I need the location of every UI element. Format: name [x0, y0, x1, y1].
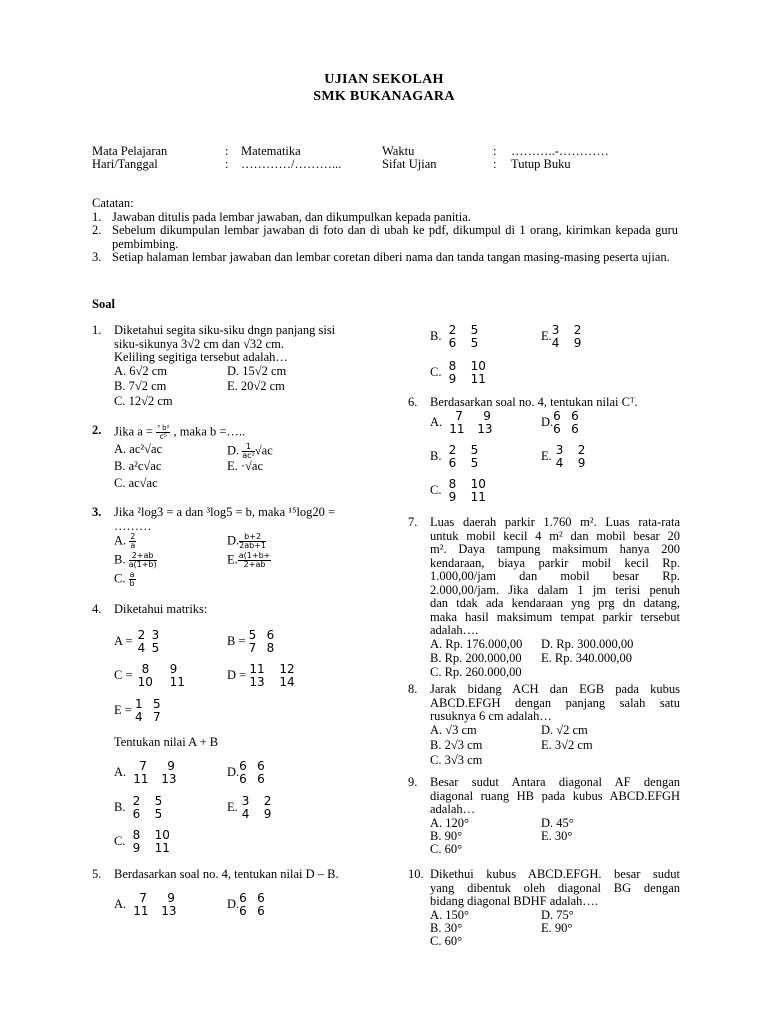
option-b[interactable]: B. 2 5 6 5 — [430, 323, 479, 350]
question-number: 6. — [408, 395, 418, 409]
notes-section — [92, 197, 678, 265]
option-c[interactable]: C. 3√3 cm — [430, 752, 483, 767]
option-d[interactable] — [227, 533, 266, 550]
note-number: 2. — [92, 223, 102, 237]
fraction: $\frac{a(1+b+}{2+ab}$ — [238, 551, 271, 569]
note-text: Setiap halaman lembar jawaban dan lembar coretan diberi nama dan tanda tangan masing-masing peserta ujian. — [112, 250, 670, 264]
question-text-dots: ……… — [114, 518, 152, 533]
option-c[interactable]: C. 8 10 9 11 — [430, 359, 486, 386]
question-text-line: Besar sudut Antara diagonal AF dengan — [430, 775, 680, 789]
option-a[interactable]: A. 150° — [430, 907, 470, 922]
option-d[interactable]: D. 45° — [541, 815, 574, 830]
matrix-c: C = 8 9 10 11 — [114, 662, 185, 689]
option-d[interactable]: D. 15√2 cm — [227, 363, 287, 378]
option-label: D. — [227, 443, 240, 458]
fraction: $\frac{2+ab}{a(1+b)}$ — [128, 551, 157, 569]
question-number: 8. — [408, 682, 418, 696]
option-d[interactable]: D. Rp. 300.000,00 — [541, 636, 634, 651]
question-number: 10. — [408, 867, 424, 881]
option-c[interactable]: C. 60° — [430, 933, 463, 948]
question-number: 2. — [92, 423, 102, 437]
option-e[interactable]: E. 30° — [541, 828, 573, 843]
option-d[interactable]: D. 6 6 6 6 — [227, 891, 265, 918]
option-label: B. — [114, 552, 126, 567]
question-4 — [92, 603, 367, 863]
question-text-line: Jarak bidang ACH dan EGB pada kubus — [430, 682, 680, 696]
option-b[interactable]: B. 7√2 cm — [114, 378, 167, 393]
colon: : — [493, 144, 497, 158]
question-text-line: Keliling segitiga tersebut adalah… — [114, 350, 288, 364]
fraction: $\frac{1}{\text{ac²}}$ — [242, 442, 255, 460]
fraction: $\frac{b+2}{2ab+1}$ — [239, 532, 267, 550]
question-text-line: adalah…. — [430, 623, 479, 637]
question-number: 3. — [92, 505, 102, 519]
option-c[interactable] — [114, 571, 136, 588]
option-b[interactable]: B. 2 5 6 5 — [430, 443, 479, 470]
matrix-d: D = 11 12 13 14 — [227, 662, 295, 689]
question-text-line: dan tdak ada kendaraan yng prg dn datang, — [430, 596, 680, 610]
option-a[interactable]: A. ac²√ac — [114, 442, 163, 456]
mapel-label: Mata Pelajaran — [92, 144, 168, 158]
option-d[interactable] — [227, 443, 273, 460]
question-number: 9. — [408, 775, 418, 789]
option-e[interactable]: E. ·√ac — [227, 459, 264, 473]
section-heading-soal: Soal — [92, 297, 115, 311]
option-d[interactable]: D. 6 6 6 6 — [227, 759, 265, 786]
question-text-line: yang dibentuk oleh diagonal BG dengan — [430, 880, 680, 895]
question-text-line: bidang diagonal BDHF adalah…. — [430, 894, 599, 908]
question-ask: Tentukan nilai A + B — [114, 735, 219, 749]
note-text: Sebelum dikumpulan lembar jawaban di foto dan di ubah ke pdf, dikumpul di 1 orang, kirimkan kepada guru pembimbing. — [112, 223, 678, 251]
option-d[interactable]: D. 6 6 6 6 — [541, 409, 579, 436]
option-label: E. — [227, 552, 238, 567]
matrix-e: E = 1 5 4 7 — [114, 697, 161, 724]
option-text: √ac — [254, 443, 273, 458]
option-c[interactable]: C. 8 10 9 11 — [114, 828, 170, 855]
question-text-line: 1.000,00/jam dan mobil besar Rp. — [430, 569, 680, 583]
option-a[interactable]: A. 6√2 cm — [114, 363, 168, 378]
question-6 — [408, 396, 680, 506]
option-b[interactable]: B. 90° — [430, 828, 463, 843]
option-d[interactable]: D. √2 cm — [541, 722, 588, 737]
school-name: SMK BUKANAGARA — [313, 89, 455, 104]
exam-title: UJIAN SEKOLAH — [324, 72, 444, 87]
option-c[interactable]: C. 8 10 9 11 — [430, 477, 486, 504]
matrix-a: A = 2 3 4 5 — [114, 628, 160, 655]
question-text-line: siku-sikunya 3√2 cm dan √32 cm. — [114, 336, 284, 351]
question-number: 7. — [408, 515, 418, 529]
colon: : — [225, 144, 229, 158]
option-e[interactable]: E. 3 2 4 9 — [541, 323, 582, 350]
question-text: Diketahui matriks: — [114, 602, 208, 616]
question-text-line: Diketahui segita siku-siku dngn panjang sisi — [114, 323, 336, 337]
option-b[interactable]: B. 30° — [430, 920, 463, 935]
option-b[interactable]: B. 2√3 cm — [430, 737, 483, 752]
waktu-label: Waktu — [382, 144, 415, 158]
sifat-label: Sifat Ujian — [382, 157, 437, 171]
question-text-line: Luas daerah parkir 1.760 m². Luas rata-rata — [430, 515, 680, 529]
option-e[interactable]: E. 3√2 cm — [541, 737, 593, 752]
option-c[interactable]: C. ac√ac — [114, 476, 158, 490]
option-b[interactable]: B. a²c√ac — [114, 459, 162, 473]
option-e[interactable] — [227, 552, 271, 569]
question-text: Berdasarkan soal no. 4, tentukan nilai Cᵀ. — [430, 395, 638, 409]
question-text-line: rusuknya 6 cm adalah… — [430, 709, 552, 723]
note-item — [92, 251, 678, 265]
mapel-value: Matematika — [241, 144, 301, 158]
option-a[interactable] — [114, 533, 136, 550]
option-a[interactable]: A. 120° — [430, 815, 470, 830]
question-text-line: Dikethui kubus ABCD.EFGH. besar sudut — [430, 867, 680, 881]
question-number: 4. — [92, 602, 102, 616]
question-text-line: ABCD.EFGH dengan panjang salah satu — [430, 695, 680, 710]
option-c[interactable]: C. 12√2 cm — [114, 393, 173, 408]
option-a[interactable]: A. 7 9 11 13 — [114, 891, 177, 918]
note-item — [92, 224, 678, 251]
question-text: Jika a = — [114, 424, 157, 439]
question-text-line: m². Daya tampung maksimum hanya 200 — [430, 542, 680, 556]
option-c[interactable]: C. 60° — [430, 841, 463, 856]
question-number: 1. — [92, 323, 102, 337]
fraction: $\frac{\text{³ b²}}{\text{c⁵}}$ — [157, 424, 170, 441]
colon: : — [493, 157, 497, 171]
hari-label: Hari/Tanggal — [92, 157, 158, 171]
question-text-line: maka hasil maksimum tempat parkir tersebut — [430, 609, 680, 624]
fraction: $\frac{2}{a}$ — [130, 532, 136, 550]
hari-value: …………/………... — [241, 157, 342, 171]
question-text-line: untuk mobil kecil 4 m² dan mobil besar 20 — [430, 528, 680, 543]
option-label: C. — [114, 571, 126, 586]
option-label: D. — [227, 533, 240, 548]
question-text-line: diagonal ruang HB pada kubus ABCD.EFGH — [430, 788, 680, 803]
option-e[interactable]: E. 3 2 4 9 — [227, 794, 272, 821]
option-label: A. — [114, 533, 127, 548]
option-b[interactable] — [114, 552, 157, 569]
question-text: Berdasarkan soal no. 4, tentukan nilai D – B. — [114, 867, 339, 881]
option-b[interactable]: B. 2 5 6 5 — [114, 794, 163, 821]
option-e[interactable]: E. 90° — [541, 920, 573, 935]
question-number: 5. — [92, 867, 102, 881]
question-text: , maka b =….. — [173, 424, 246, 439]
option-e[interactable]: E. 3 2 4 9 — [541, 443, 586, 470]
option-a[interactable]: A. √3 cm — [430, 722, 477, 737]
option-a[interactable]: A. Rp. 176.000,00 — [430, 636, 523, 651]
waktu-value: ………..-………… — [511, 144, 609, 158]
note-number: 1. — [92, 209, 102, 224]
question-5 — [92, 868, 367, 928]
option-b[interactable]: B. Rp. 200.000,00 — [430, 650, 522, 665]
option-a[interactable]: A. 7 9 11 13 — [114, 759, 177, 786]
option-a[interactable]: A. 7 9 11 13 — [430, 409, 493, 436]
option-c[interactable]: C. Rp. 260.000,00 — [430, 664, 522, 679]
colon: : — [225, 157, 229, 171]
question-5-continued — [430, 324, 680, 389]
notes-title: Catatan: — [92, 196, 134, 210]
sifat-value: Tutup Buku — [511, 157, 571, 171]
option-d[interactable]: D. 75° — [541, 907, 574, 922]
question-text-line: kendaraan, biaya parkir mobil kecil Rp. — [430, 555, 680, 570]
question-text: Jika ²log3 = a dan ³log5 = b, maka ¹⁵log20 = — [114, 505, 336, 519]
note-item — [92, 211, 678, 225]
fraction: $\frac{a}{b}$ — [129, 570, 135, 588]
option-e[interactable]: E. Rp. 340.000,00 — [541, 650, 632, 665]
question-text-line: adalah… — [430, 802, 476, 816]
question-text-line: 2.000,00/jam. Jika dalam 1 jm terisi penuh — [430, 582, 680, 597]
matrix-b: B = 5 6 7 8 — [227, 628, 275, 655]
option-e[interactable]: E. 20√2 cm — [227, 378, 285, 393]
note-text: Jawaban ditulis pada lembar jawaban, dan dikumpulkan kepada panitia. — [112, 209, 471, 224]
note-number: 3. — [92, 250, 102, 264]
